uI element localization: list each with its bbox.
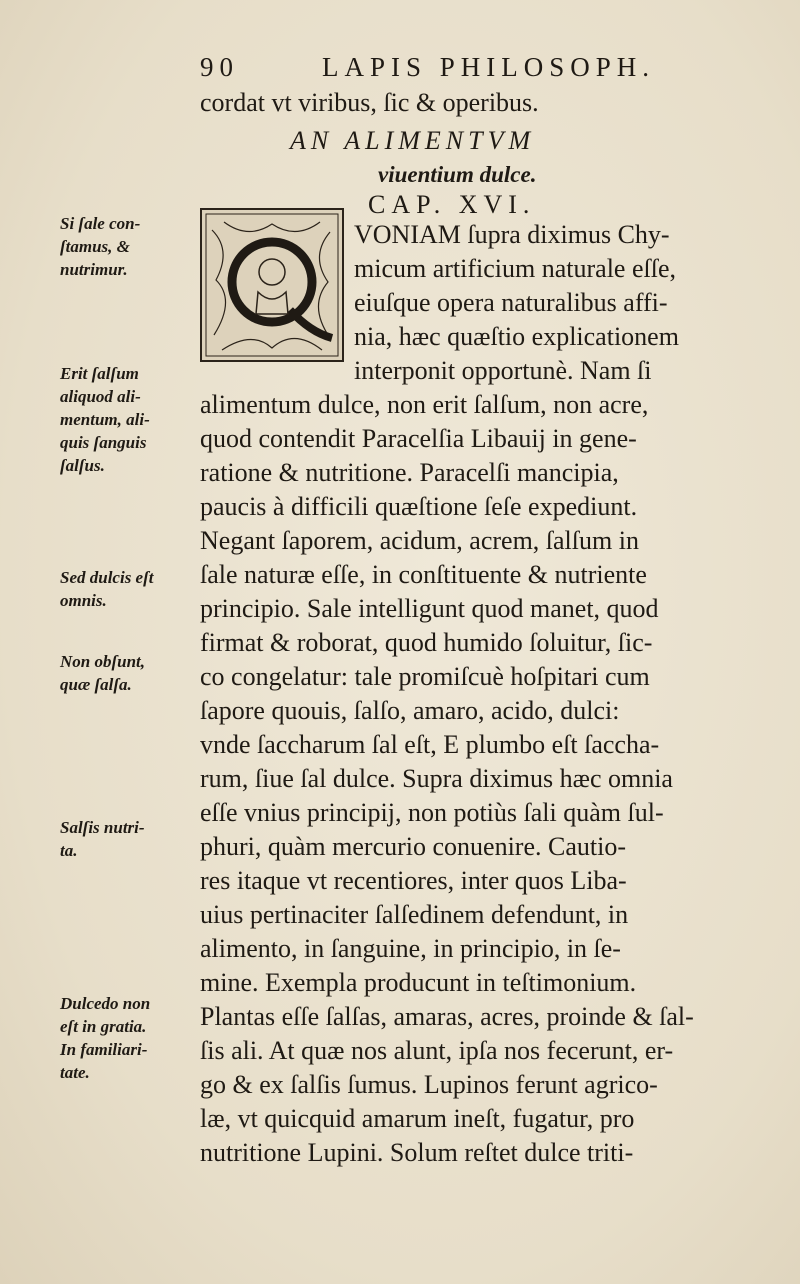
marginal-note-line: mentum, ali- — [60, 410, 150, 429]
body-line: rum, ſiue ſal dulce. Supra diximus hæc omnia — [200, 764, 673, 793]
body-line: principio. Sale intelligunt quod manet, quod — [200, 594, 659, 623]
body-line: Negant ſaporem, acidum, acrem, ſalſum in — [200, 526, 639, 555]
marginal-note-line: ta. — [60, 841, 78, 860]
marginal-note — [60, 650, 200, 696]
page-number: 90 — [200, 52, 239, 82]
marginal-note-line: Salſis nutri- — [60, 818, 145, 837]
body-line: ſale naturæ eſſe, in conſtituente & nutriente — [200, 560, 647, 589]
marginal-note-line: ſtamus, & — [60, 237, 130, 256]
marginal-note-line: quæ ſalſa. — [60, 675, 132, 694]
body-line: cordat vt viribus, ſic & operibus. — [200, 88, 539, 117]
body-line: nia, hæc quæſtio explicationem — [354, 322, 679, 351]
marginal-note-line: aliquod ali- — [60, 387, 141, 406]
body-line: co congelatur: tale promiſcuè hoſpitari cum — [200, 662, 650, 691]
body-line: interponit opportunè. Nam ſi — [354, 356, 652, 385]
marginal-note — [60, 212, 200, 281]
marginal-note — [60, 362, 200, 477]
marginal-note — [60, 816, 200, 862]
running-title: LAPIS PHILOSOPH. — [322, 52, 656, 82]
body-line: alimento, in ſanguine, in principio, in ſe- — [200, 934, 621, 963]
chapter-number: CAP. XVI. — [368, 190, 536, 219]
body-line: ſis ali. At quæ nos alunt, ipſa nos fecerunt, er- — [200, 1036, 674, 1065]
body-line: quod contendit Paracelſia Libauij in gene- — [200, 424, 637, 453]
body-line: mine. Exempla producunt in teſtimonium. — [200, 968, 637, 997]
body-line: eſſe vnius principij, non potiùs ſali quàm ſul- — [200, 798, 664, 827]
marginal-note-line: Si ſale con- — [60, 214, 141, 233]
body-line: paucis à difficili quæſtione ſeſe expediunt. — [200, 492, 638, 521]
body-line: micum artificium naturale eſſe, — [354, 254, 676, 283]
body-line: alimentum dulce, non erit ſalſum, non acre, — [200, 390, 649, 419]
body-line-initial: VONIAM ſupra diximus Chy- — [354, 220, 670, 249]
marginal-note-line: In familiari- — [60, 1040, 148, 1059]
marginal-note-line: omnis. — [60, 591, 107, 610]
body-line: vnde ſaccharum ſal eſt, E plumbo eſt ſaccha- — [200, 730, 660, 759]
running-header — [200, 52, 760, 90]
marginal-note — [60, 992, 200, 1084]
body-line: firmat & roborat, quod humido ſoluitur, ſic- — [200, 628, 653, 657]
body-line: læ, vt quicquid amarum ineſt, fugatur, pro — [200, 1104, 635, 1133]
ornamental-initial-q-icon — [200, 208, 344, 362]
body-line: res itaque vt recentiores, inter quos Liba- — [200, 866, 627, 895]
body-line: go & ex ſalſis ſumus. Lupinos ferunt agrico- — [200, 1070, 658, 1099]
body-line: phuri, quàm mercurio conuenire. Cautio- — [200, 832, 626, 861]
body-line: Plantas eſſe ſalſas, amaras, acres, proinde & ſal- — [200, 1002, 694, 1031]
marginal-note-line: tate. — [60, 1063, 90, 1082]
marginal-note-line: Sed dulcis eſt — [60, 568, 154, 587]
marginal-note-line: nutrimur. — [60, 260, 128, 279]
marginal-note-line: eſt in gratia. — [60, 1017, 147, 1036]
marginal-note-line: Non obſunt, — [60, 652, 146, 671]
marginal-note-line: ſalſus. — [60, 456, 105, 475]
body-line: nutritione Lupini. Solum reſtet dulce triti- — [200, 1138, 634, 1167]
chapter-heading-line1: AN ALIMENTVM — [290, 126, 536, 155]
body-line: uius pertinaciter ſalſedinem defendunt, in — [200, 900, 629, 929]
chapter-heading-line2: viuentium dulce. — [378, 162, 537, 187]
marginal-note-line: quis ſanguis — [60, 433, 147, 452]
body-line: eiuſque opera naturalibus affi- — [354, 288, 668, 317]
marginal-note — [60, 566, 200, 612]
body-line: ſapore quouis, ſalſo, amaro, acido, dulci: — [200, 696, 620, 725]
marginal-note-line: Erit ſalſum — [60, 364, 139, 383]
marginal-note-line: Dulcedo non — [60, 994, 151, 1013]
body-line: ratione & nutritione. Paracelſi mancipia, — [200, 458, 619, 487]
